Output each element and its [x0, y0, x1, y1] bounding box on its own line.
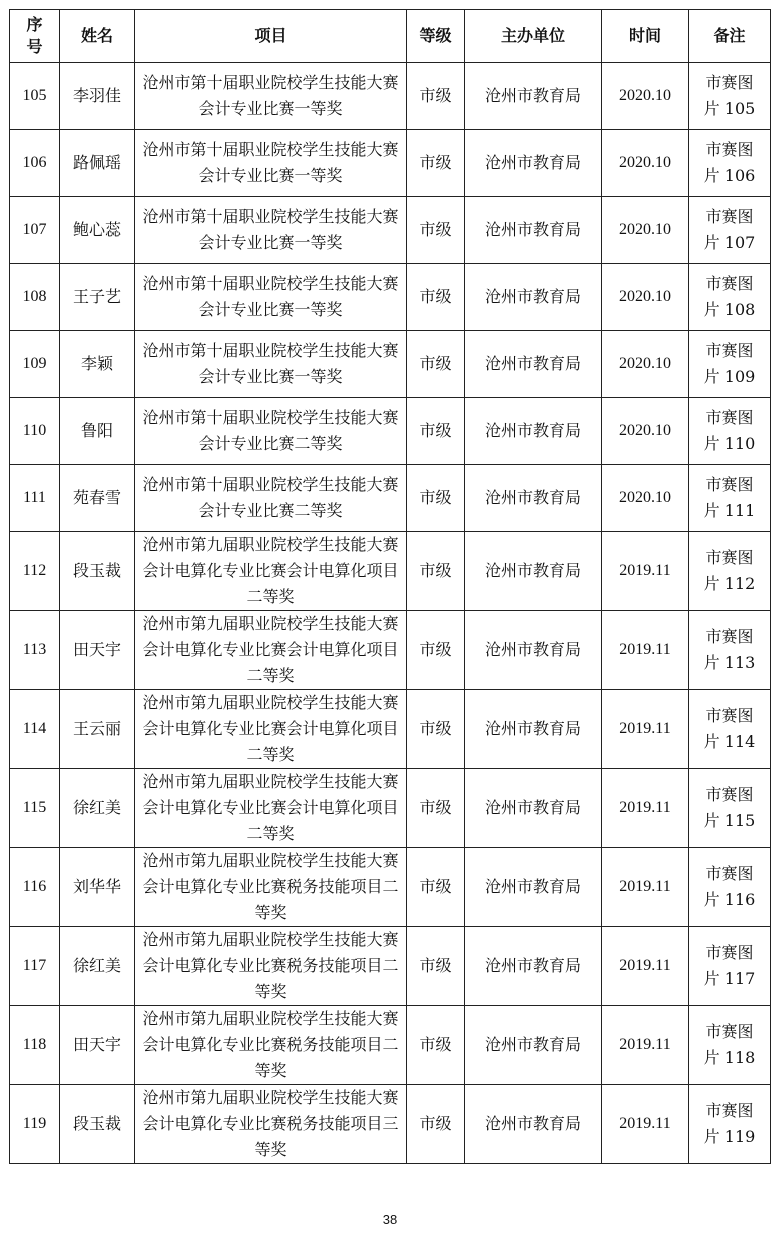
- level-cell: 市级: [407, 264, 465, 331]
- remark-cell: 市赛图 片 115: [689, 769, 771, 848]
- table-row: [10, 63, 771, 130]
- remark-cell: 市赛图 片 106: [689, 130, 771, 197]
- header-seq: 序 号: [10, 10, 60, 63]
- name-cell: 鲁阳: [60, 398, 135, 465]
- table-row: [10, 848, 771, 927]
- table-row: [10, 130, 771, 197]
- name-cell: 苑春雪: [60, 465, 135, 532]
- seq-cell: 107: [10, 197, 60, 264]
- table-row: [10, 1085, 771, 1164]
- organizer-cell: 沧州市教育局: [465, 264, 602, 331]
- time-cell: 2019.11: [602, 769, 689, 848]
- name-cell: 段玉裁: [60, 1085, 135, 1164]
- name-cell: 田天宇: [60, 1006, 135, 1085]
- remark-cell: 市赛图 片 119: [689, 1085, 771, 1164]
- remark-cell: 市赛图 片 109: [689, 331, 771, 398]
- remark-cell: 市赛图 片 110: [689, 398, 771, 465]
- time-cell: 2019.11: [602, 532, 689, 611]
- header-name: 姓名: [60, 10, 135, 63]
- project-cell: 沧州市第九届职业院校学生技能大赛会计电算化专业比赛会计电算化项目二等奖: [135, 532, 407, 611]
- remark-cell: 市赛图 片 108: [689, 264, 771, 331]
- project-cell: 沧州市第十届职业院校学生技能大赛会计专业比赛一等奖: [135, 130, 407, 197]
- time-cell: 2019.11: [602, 1006, 689, 1085]
- award-table: [9, 9, 771, 1164]
- project-cell: 沧州市第十届职业院校学生技能大赛会计专业比赛一等奖: [135, 264, 407, 331]
- level-cell: 市级: [407, 927, 465, 1006]
- level-cell: 市级: [407, 130, 465, 197]
- organizer-cell: 沧州市教育局: [465, 63, 602, 130]
- project-cell: 沧州市第九届职业院校学生技能大赛会计电算化专业比赛会计电算化项目二等奖: [135, 769, 407, 848]
- project-cell: 沧州市第十届职业院校学生技能大赛会计专业比赛一等奖: [135, 197, 407, 264]
- project-cell: 沧州市第九届职业院校学生技能大赛会计电算化专业比赛税务技能项目三等奖: [135, 1085, 407, 1164]
- project-cell: 沧州市第十届职业院校学生技能大赛会计专业比赛一等奖: [135, 331, 407, 398]
- organizer-cell: 沧州市教育局: [465, 130, 602, 197]
- organizer-cell: 沧州市教育局: [465, 690, 602, 769]
- seq-cell: 112: [10, 532, 60, 611]
- name-cell: 鲍心蕊: [60, 197, 135, 264]
- level-cell: 市级: [407, 532, 465, 611]
- table-row: [10, 611, 771, 690]
- time-cell: 2020.10: [602, 63, 689, 130]
- remark-cell: 市赛图 片 111: [689, 465, 771, 532]
- seq-cell: 115: [10, 769, 60, 848]
- project-cell: 沧州市第十届职业院校学生技能大赛会计专业比赛二等奖: [135, 465, 407, 532]
- project-cell: 沧州市第九届职业院校学生技能大赛会计电算化专业比赛税务技能项目二等奖: [135, 848, 407, 927]
- level-cell: 市级: [407, 465, 465, 532]
- remark-cell: 市赛图 片 117: [689, 927, 771, 1006]
- seq-cell: 111: [10, 465, 60, 532]
- seq-cell: 117: [10, 927, 60, 1006]
- remark-cell: 市赛图 片 114: [689, 690, 771, 769]
- seq-cell: 114: [10, 690, 60, 769]
- seq-cell: 108: [10, 264, 60, 331]
- project-cell: 沧州市第九届职业院校学生技能大赛会计电算化专业比赛会计电算化项目二等奖: [135, 611, 407, 690]
- seq-cell: 113: [10, 611, 60, 690]
- time-cell: 2019.11: [602, 927, 689, 1006]
- organizer-cell: 沧州市教育局: [465, 532, 602, 611]
- remark-cell: 市赛图 片 116: [689, 848, 771, 927]
- header-organizer: 主办单位: [465, 10, 602, 63]
- name-cell: 路佩瑶: [60, 130, 135, 197]
- name-cell: 李颖: [60, 331, 135, 398]
- level-cell: 市级: [407, 1006, 465, 1085]
- seq-cell: 116: [10, 848, 60, 927]
- remark-cell: 市赛图 片 105: [689, 63, 771, 130]
- table-row: [10, 927, 771, 1006]
- time-cell: 2020.10: [602, 197, 689, 264]
- header-level: 等级: [407, 10, 465, 63]
- level-cell: 市级: [407, 1085, 465, 1164]
- project-cell: 沧州市第九届职业院校学生技能大赛会计电算化专业比赛税务技能项目二等奖: [135, 1006, 407, 1085]
- organizer-cell: 沧州市教育局: [465, 465, 602, 532]
- level-cell: 市级: [407, 398, 465, 465]
- project-cell: 沧州市第九届职业院校学生技能大赛会计电算化专业比赛会计电算化项目二等奖: [135, 690, 407, 769]
- time-cell: 2020.10: [602, 398, 689, 465]
- header-project: 项目: [135, 10, 407, 63]
- header-remark: 备注: [689, 10, 771, 63]
- organizer-cell: 沧州市教育局: [465, 1006, 602, 1085]
- header-time: 时间: [602, 10, 689, 63]
- organizer-cell: 沧州市教育局: [465, 927, 602, 1006]
- table-row: [10, 264, 771, 331]
- name-cell: 刘华华: [60, 848, 135, 927]
- name-cell: 徐红美: [60, 927, 135, 1006]
- organizer-cell: 沧州市教育局: [465, 398, 602, 465]
- table-row: [10, 1006, 771, 1085]
- name-cell: 田天宇: [60, 611, 135, 690]
- table-row: [10, 398, 771, 465]
- remark-cell: 市赛图 片 113: [689, 611, 771, 690]
- table-row: [10, 532, 771, 611]
- seq-cell: 119: [10, 1085, 60, 1164]
- level-cell: 市级: [407, 611, 465, 690]
- remark-cell: 市赛图 片 107: [689, 197, 771, 264]
- organizer-cell: 沧州市教育局: [465, 769, 602, 848]
- remark-cell: 市赛图 片 118: [689, 1006, 771, 1085]
- project-cell: 沧州市第九届职业院校学生技能大赛会计电算化专业比赛税务技能项目二等奖: [135, 927, 407, 1006]
- organizer-cell: 沧州市教育局: [465, 848, 602, 927]
- name-cell: 李羽佳: [60, 63, 135, 130]
- time-cell: 2020.10: [602, 264, 689, 331]
- time-cell: 2019.11: [602, 690, 689, 769]
- table-row: [10, 769, 771, 848]
- seq-cell: 106: [10, 130, 60, 197]
- seq-cell: 105: [10, 63, 60, 130]
- time-cell: 2019.11: [602, 848, 689, 927]
- organizer-cell: 沧州市教育局: [465, 331, 602, 398]
- time-cell: 2019.11: [602, 1085, 689, 1164]
- project-cell: 沧州市第十届职业院校学生技能大赛会计专业比赛一等奖: [135, 63, 407, 130]
- time-cell: 2020.10: [602, 465, 689, 532]
- page-number: 38: [382, 1212, 398, 1227]
- level-cell: 市级: [407, 690, 465, 769]
- project-cell: 沧州市第十届职业院校学生技能大赛会计专业比赛二等奖: [135, 398, 407, 465]
- table-row: [10, 197, 771, 264]
- time-cell: 2020.10: [602, 331, 689, 398]
- header-row: [10, 10, 771, 63]
- remark-cell: 市赛图 片 112: [689, 532, 771, 611]
- seq-cell: 118: [10, 1006, 60, 1085]
- level-cell: 市级: [407, 769, 465, 848]
- time-cell: 2020.10: [602, 130, 689, 197]
- name-cell: 段玉裁: [60, 532, 135, 611]
- level-cell: 市级: [407, 197, 465, 264]
- name-cell: 王云丽: [60, 690, 135, 769]
- name-cell: 徐红美: [60, 769, 135, 848]
- organizer-cell: 沧州市教育局: [465, 611, 602, 690]
- organizer-cell: 沧州市教育局: [465, 197, 602, 264]
- time-cell: 2019.11: [602, 611, 689, 690]
- seq-cell: 109: [10, 331, 60, 398]
- level-cell: 市级: [407, 331, 465, 398]
- table-row: [10, 465, 771, 532]
- level-cell: 市级: [407, 63, 465, 130]
- organizer-cell: 沧州市教育局: [465, 1085, 602, 1164]
- seq-cell: 110: [10, 398, 60, 465]
- name-cell: 王子艺: [60, 264, 135, 331]
- table-row: [10, 690, 771, 769]
- table-row: [10, 331, 771, 398]
- level-cell: 市级: [407, 848, 465, 927]
